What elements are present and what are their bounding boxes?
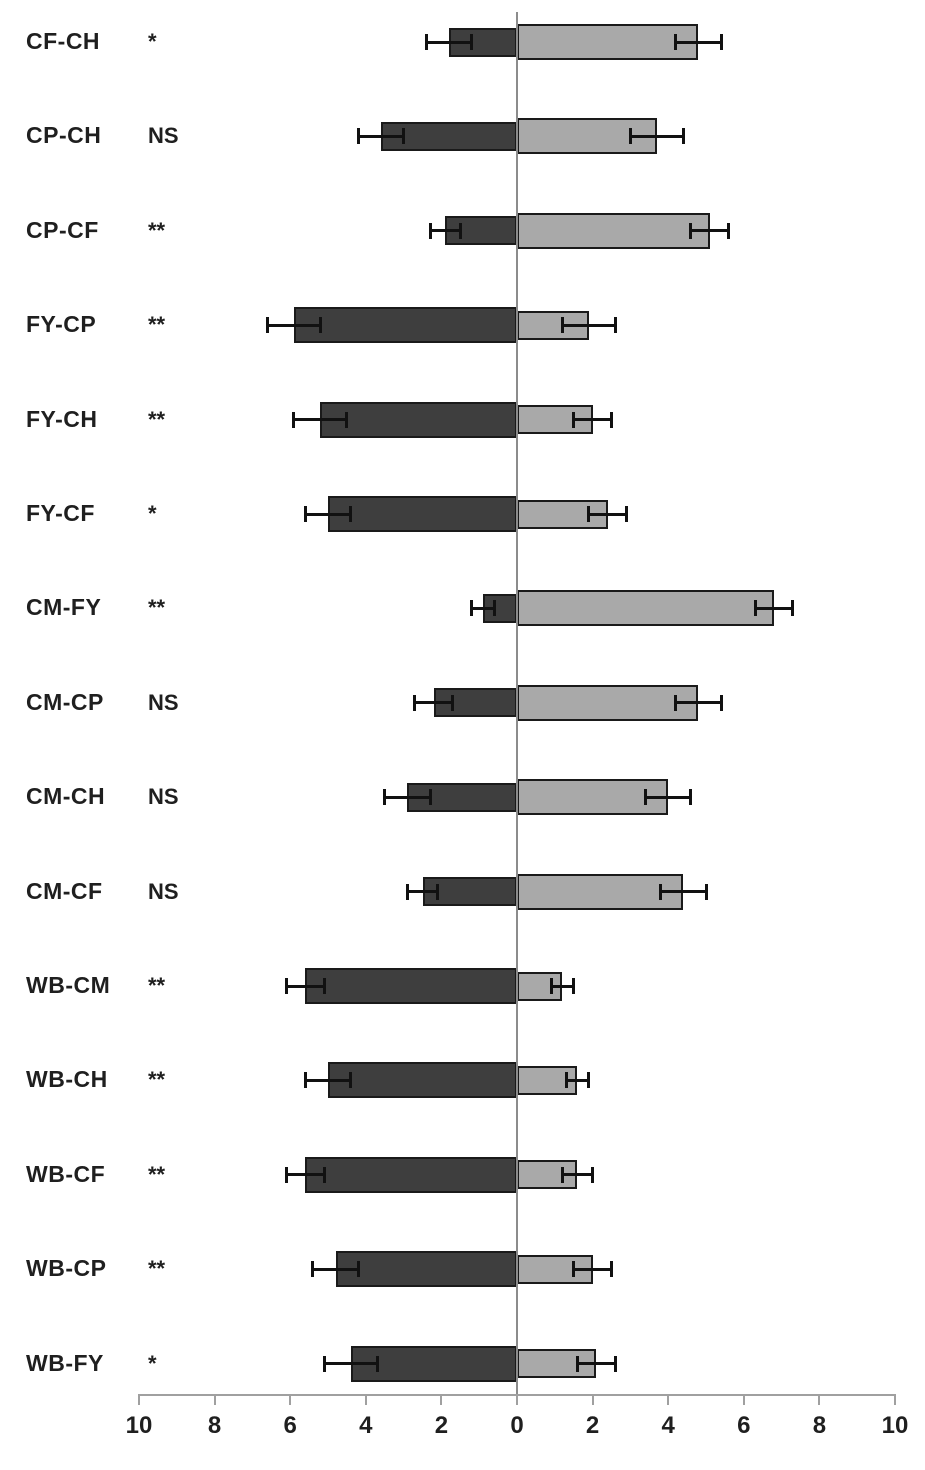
right-error-bar-cap [550, 978, 553, 994]
right-error-bar [691, 229, 729, 232]
x-axis-tick [743, 1394, 745, 1405]
left-bar [320, 402, 517, 438]
left-error-bar-cap [266, 317, 269, 333]
x-axis-tick-label: 2 [434, 1412, 449, 1439]
x-axis-tick-label: 10 [881, 1412, 909, 1439]
right-error-bar [551, 985, 574, 988]
row-label: CM-CP [26, 688, 104, 715]
right-error-bar-cap [625, 506, 628, 522]
row-label: CM-CH [26, 783, 106, 810]
left-error-bar-cap [383, 789, 386, 805]
x-axis-tick [214, 1394, 216, 1405]
left-error-bar [286, 985, 324, 988]
significance-marker: NS [148, 878, 179, 904]
row-label: FY-CH [26, 405, 98, 432]
x-axis-tick [138, 1394, 140, 1405]
significance-marker: ** [148, 1161, 166, 1187]
right-bar [517, 24, 698, 60]
left-error-bar-cap [292, 412, 295, 428]
significance-marker: ** [148, 1256, 166, 1282]
row-label: CM-FY [26, 594, 102, 621]
row-label: CP-CF [26, 216, 99, 243]
x-axis-tick-label: 0 [510, 1412, 524, 1439]
significance-marker: * [148, 29, 157, 54]
left-error-bar-cap [425, 34, 428, 50]
right-error-bar-cap [727, 223, 730, 239]
right-error-bar [574, 1268, 612, 1271]
right-error-bar-cap [644, 789, 647, 805]
right-error-bar-cap [720, 34, 723, 50]
significance-marker: ** [148, 217, 166, 243]
significance-marker: ** [148, 1067, 166, 1093]
right-error-bar [562, 1173, 592, 1176]
right-error-bar [661, 890, 706, 893]
right-error-bar-cap [689, 223, 692, 239]
left-error-bar [324, 1362, 377, 1365]
left-error-bar [472, 607, 495, 610]
row-label: CP-CH [26, 122, 102, 149]
x-axis-tick [516, 1394, 518, 1405]
left-bar [294, 307, 517, 343]
left-error-bar [286, 1173, 324, 1176]
right-error-bar-cap [610, 412, 613, 428]
significance-marker: * [148, 1350, 157, 1376]
x-axis-tick-label: 6 [737, 1412, 751, 1439]
left-error-bar-cap [470, 34, 473, 50]
significance-marker: ** [148, 406, 166, 432]
right-error-bar-cap [572, 412, 575, 428]
right-error-bar [562, 324, 615, 327]
left-error-bar [305, 1079, 350, 1082]
x-axis-tick [894, 1394, 896, 1405]
right-error-bar-cap [659, 884, 662, 900]
left-error-bar-cap [357, 128, 360, 144]
x-axis-tick [365, 1394, 367, 1405]
significance-marker: * [148, 501, 157, 526]
left-error-bar-cap [413, 695, 416, 711]
left-error-bar-cap [345, 412, 348, 428]
right-error-bar-cap [561, 1167, 564, 1183]
row-label: WB-CP [26, 1255, 107, 1282]
left-error-bar [426, 41, 471, 44]
right-error-bar [646, 796, 691, 799]
x-axis-tick [440, 1394, 442, 1405]
left-error-bar-cap [459, 223, 462, 239]
significance-marker: ** [148, 595, 166, 621]
row-label: WB-FY [26, 1349, 104, 1376]
significance-marker: ** [148, 973, 166, 998]
significance-marker: NS [148, 123, 179, 149]
right-error-bar-cap [791, 600, 794, 616]
right-error-bar-cap [572, 1261, 575, 1277]
x-axis-tick-label: 2 [585, 1412, 600, 1439]
left-error-bar-cap [319, 317, 322, 333]
left-error-bar [294, 418, 347, 421]
left-error-bar-cap [429, 789, 432, 805]
left-error-bar-cap [323, 1167, 326, 1183]
right-error-bar [755, 607, 793, 610]
zero-axis-line [516, 12, 518, 1394]
right-error-bar [574, 418, 612, 421]
row-label: FY-CF [26, 500, 95, 526]
significance-marker: ** [148, 312, 166, 338]
right-bar [517, 590, 774, 626]
left-error-bar-cap [493, 600, 496, 616]
right-error-bar-cap [572, 978, 575, 994]
left-error-bar-cap [470, 600, 473, 616]
right-error-bar-cap [674, 34, 677, 50]
right-error-bar [630, 135, 683, 138]
right-bar [517, 685, 698, 721]
left-bar [328, 496, 517, 532]
right-error-bar-cap [754, 600, 757, 616]
left-error-bar-cap [402, 128, 405, 144]
right-error-bar [577, 1362, 615, 1365]
left-error-bar-cap [349, 1072, 352, 1088]
row-label: WB-CM [26, 972, 111, 998]
x-axis-tick [667, 1394, 669, 1405]
x-axis-tick-label: 10 [125, 1412, 153, 1439]
row-label: CF-CH [26, 28, 101, 54]
right-error-bar-cap [610, 1261, 613, 1277]
right-error-bar-cap [576, 1356, 579, 1372]
left-bar [305, 968, 517, 1004]
left-error-bar [430, 229, 460, 232]
left-bar [336, 1251, 517, 1287]
left-error-bar [305, 513, 350, 516]
right-error-bar-cap [614, 317, 617, 333]
left-error-bar-cap [285, 978, 288, 994]
x-axis-tick [289, 1394, 291, 1405]
left-error-bar [415, 701, 453, 704]
left-error-bar [358, 135, 403, 138]
left-error-bar-cap [285, 1167, 288, 1183]
right-error-bar [566, 1079, 589, 1082]
left-error-bar-cap [376, 1356, 379, 1372]
right-error-bar-cap [587, 506, 590, 522]
right-error-bar [676, 701, 721, 704]
x-axis-tick-label: 4 [359, 1412, 373, 1439]
right-error-bar [676, 41, 721, 44]
left-error-bar [407, 890, 437, 893]
x-axis-tick [592, 1394, 594, 1405]
right-error-bar-cap [689, 789, 692, 805]
left-error-bar [268, 324, 321, 327]
right-error-bar-cap [614, 1356, 617, 1372]
right-error-bar-cap [591, 1167, 594, 1183]
left-error-bar-cap [304, 506, 307, 522]
left-error-bar-cap [357, 1261, 360, 1277]
left-error-bar-cap [304, 1072, 307, 1088]
row-label: WB-CH [26, 1066, 108, 1093]
left-error-bar-cap [311, 1261, 314, 1277]
x-axis-tick-label: 4 [661, 1412, 675, 1439]
right-error-bar-cap [720, 695, 723, 711]
left-error-bar-cap [323, 978, 326, 994]
left-bar [305, 1157, 517, 1193]
left-error-bar-cap [436, 884, 439, 900]
right-error-bar-cap [587, 1072, 590, 1088]
left-error-bar-cap [323, 1356, 326, 1372]
row-label: WB-CF [26, 1160, 106, 1187]
x-axis-tick-label: 8 [207, 1412, 222, 1439]
x-axis-tick-label: 6 [283, 1412, 297, 1439]
right-error-bar-cap [674, 695, 677, 711]
row-label: FY-CP [26, 311, 97, 338]
left-error-bar [313, 1268, 358, 1271]
right-bar [517, 213, 710, 249]
left-bar [328, 1062, 517, 1098]
right-error-bar-cap [629, 128, 632, 144]
significance-marker: NS [148, 784, 179, 810]
right-error-bar-cap [682, 128, 685, 144]
left-error-bar-cap [406, 884, 409, 900]
left-error-bar-cap [349, 506, 352, 522]
right-error-bar-cap [565, 1072, 568, 1088]
left-error-bar [385, 796, 430, 799]
right-error-bar-cap [705, 884, 708, 900]
left-error-bar-cap [429, 223, 432, 239]
right-error-bar-cap [561, 317, 564, 333]
x-axis-tick-label: 8 [812, 1412, 827, 1439]
significance-marker: NS [148, 689, 179, 715]
right-error-bar [589, 513, 627, 516]
row-label: CM-CF [26, 877, 103, 904]
left-error-bar-cap [451, 695, 454, 711]
x-axis-tick [818, 1394, 820, 1405]
